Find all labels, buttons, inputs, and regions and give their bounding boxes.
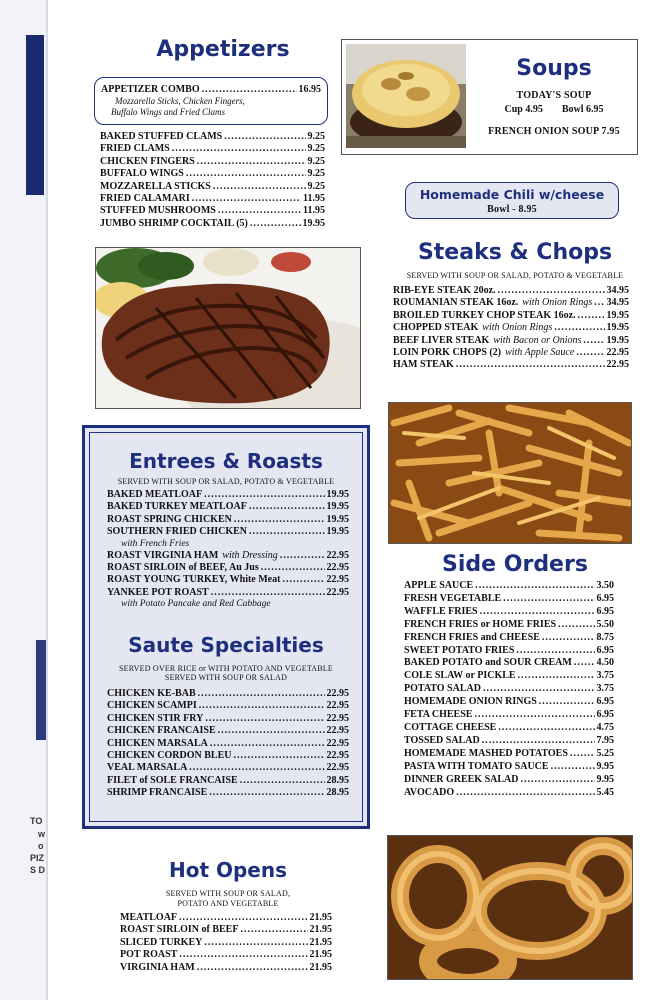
- menu-item: [107, 688, 349, 700]
- menu-item-name: CHICKEN CORDON BLEU: [107, 750, 232, 762]
- dot-leader: [261, 562, 325, 574]
- side-orders-list: [404, 580, 614, 799]
- menu-item-price: 22.95: [326, 725, 349, 737]
- dot-leader: [179, 949, 307, 961]
- hot-opens-title: Hot Opens: [168, 858, 288, 882]
- menu-item: [404, 670, 614, 683]
- dot-leader: [249, 501, 325, 513]
- menu-item-price: 22.95: [606, 347, 629, 359]
- dot-leader: [576, 347, 604, 359]
- menu-item-price: 19.95: [606, 322, 629, 334]
- hot-opens-subtitle: POTATO AND VEGETABLE: [177, 899, 279, 908]
- menu-item-name: HOMEMADE ONION RINGS: [404, 696, 537, 708]
- menu-item-note: with Dressing: [222, 549, 278, 561]
- menu-item-name: POTATO SALAD: [404, 683, 481, 695]
- menu-item-price: 22.95: [606, 359, 629, 371]
- chili-title: Homemade Chili w/cheese: [419, 187, 605, 202]
- dot-leader: [224, 131, 305, 143]
- menu-item-price: 22.95: [326, 562, 349, 574]
- menu-item-name: ROAST YOUNG TURKEY, White Meat: [107, 574, 281, 586]
- menu-item-price: 19.95: [326, 526, 349, 538]
- menu-item: [393, 285, 629, 297]
- menu-spine: [0, 0, 48, 1000]
- dot-leader: [209, 787, 324, 799]
- menu-item-name: ROAST VIRGINIA HAM: [107, 549, 219, 561]
- menu-item-description: with Potato Pancake and Red Cabbage: [121, 599, 271, 610]
- menu-item-price: 6.95: [596, 696, 614, 708]
- menu-item-price: 22.95: [326, 712, 349, 724]
- dot-leader: [498, 285, 605, 297]
- dot-leader: [539, 696, 595, 709]
- menu-item-name: VIRGINIA HAM: [120, 961, 195, 973]
- menu-item-price: 4.50: [596, 657, 614, 669]
- dot-leader: [240, 775, 325, 787]
- spine-text: w: [38, 829, 46, 839]
- menu-item-price: 22.95: [326, 762, 349, 774]
- menu-item-name: CHICKEN SCAMPI: [107, 700, 197, 712]
- dot-leader: [574, 657, 595, 670]
- steaks-subtitle: SERVED WITH SOUP OR SALAD, POTATO & VEGETABLE: [406, 271, 624, 280]
- menu-item-name: BROILED TURKEY CHOP STEAK 16oz.: [393, 309, 576, 321]
- menu-item-name: TOSSED SALAD: [404, 734, 480, 746]
- menu-item-price: 19.95: [326, 489, 349, 500]
- appetizers-title: Appetizers: [156, 37, 290, 62]
- spine-blue-band: [26, 35, 44, 195]
- menu-item-name: LOIN PORK CHOPS (2): [393, 347, 502, 359]
- menu-item: [404, 748, 614, 761]
- menu-page: [48, 0, 645, 1000]
- dot-leader: [179, 912, 307, 924]
- menu-item: [404, 645, 614, 658]
- menu-item-price: 19.95: [606, 334, 629, 346]
- menu-item-note: with Onion Rings: [482, 322, 553, 334]
- menu-item: [100, 168, 325, 180]
- menu-item-price: 9.25: [307, 168, 325, 180]
- chili-box: [405, 182, 619, 219]
- menu-item-name: CHICKEN FINGERS: [100, 155, 195, 167]
- menu-item-name: DINNER GREEK SALAD: [404, 773, 519, 785]
- menu-item-price: 22.95: [326, 688, 349, 699]
- dot-leader: [583, 335, 604, 347]
- menu-item-price: 3.50: [596, 580, 614, 591]
- menu-item: [404, 619, 614, 632]
- dot-leader: [516, 645, 594, 658]
- menu-item: [120, 962, 332, 974]
- menu-item-price: 9.95: [596, 760, 614, 772]
- menu-item: [404, 761, 614, 774]
- dot-leader: [456, 359, 605, 371]
- dot-leader: [542, 632, 595, 645]
- dot-leader: [483, 683, 595, 696]
- hot-opens-subtitle: SERVED WITH SOUP OR SALAD,: [165, 889, 291, 898]
- menu-item: [107, 514, 349, 526]
- dot-leader: [475, 580, 594, 593]
- menu-item-price: 5.25: [596, 747, 614, 759]
- menu-item: [404, 735, 614, 748]
- hot-opens-list: [120, 912, 332, 974]
- dot-leader: [204, 937, 307, 949]
- menu-item-price: 5.50: [596, 618, 614, 630]
- dot-leader: [474, 709, 594, 722]
- onion-rings-photo: [387, 835, 633, 980]
- dot-leader: [554, 322, 604, 334]
- dot-leader: [210, 738, 325, 750]
- dot-leader: [594, 297, 604, 309]
- dot-leader: [282, 574, 324, 586]
- menu-item: [107, 738, 349, 750]
- soup-bowl-price: Bowl 6.95: [561, 104, 604, 115]
- menu-item-name: FILET of SOLE FRANCAISE: [107, 774, 238, 786]
- menu-item: [107, 526, 349, 538]
- dot-leader: [520, 774, 594, 787]
- menu-item: [107, 750, 349, 762]
- menu-item-name: SWEET POTATO FRIES: [404, 644, 515, 656]
- menu-item: [100, 218, 325, 230]
- menu-item-price: 21.95: [309, 912, 332, 923]
- menu-item: [404, 580, 614, 593]
- menu-item-price: 6.95: [596, 605, 614, 617]
- dot-leader: [197, 156, 306, 168]
- menu-item-name: AVOCADO: [404, 786, 455, 798]
- menu-item-price: 19.95: [326, 501, 349, 513]
- menu-item-name: SHRIMP FRANCAISE: [107, 787, 208, 799]
- dot-leader: [551, 761, 595, 774]
- soup-photo: [346, 44, 466, 148]
- menu-item: [100, 205, 325, 217]
- dot-leader: [482, 735, 595, 748]
- spine-lower-band: [36, 640, 46, 740]
- menu-item-price: 28.95: [326, 774, 349, 786]
- menu-item-name: FRENCH FRIES or HOME FRIES: [404, 618, 557, 630]
- menu-item-price: 21.95: [309, 949, 332, 961]
- menu-item-price: 19.95: [326, 513, 349, 525]
- dot-leader: [205, 713, 324, 725]
- menu-item: [404, 774, 614, 787]
- menu-item-name: BUFFALO WINGS: [100, 168, 184, 180]
- menu-item-price: 9.25: [307, 155, 325, 167]
- dot-leader: [570, 748, 595, 761]
- menu-item-price: 6.95: [596, 592, 614, 604]
- dot-leader: [480, 606, 595, 619]
- menu-item-price: 9.95: [596, 773, 614, 785]
- menu-item: [107, 574, 349, 586]
- dot-leader: [211, 587, 325, 599]
- spine-text: S D: [30, 865, 46, 875]
- menu-item: [404, 632, 614, 645]
- menu-item: [100, 193, 325, 205]
- menu-item: [404, 722, 614, 735]
- menu-item: [107, 787, 349, 799]
- menu-item-name: FETA CHEESE: [404, 709, 473, 721]
- soup-cup-price: Cup 4.95: [504, 104, 543, 115]
- saute-subtitle: SERVED OVER RICE or WITH POTATO AND VEGETABLE: [119, 664, 333, 673]
- dot-leader: [189, 762, 324, 774]
- french-onion-soup: FRENCH ONION SOUP 7.95: [488, 126, 620, 137]
- menu-item-name: APPLE SAUCE: [404, 580, 474, 591]
- dot-leader: [456, 787, 594, 800]
- menu-item: [404, 709, 614, 722]
- menu-item-price: 22.95: [326, 737, 349, 749]
- menu-item: [404, 683, 614, 696]
- menu-item: [107, 762, 349, 774]
- appetizer-list: [100, 131, 325, 230]
- menu-item-name: CHOPPED STEAK: [393, 322, 479, 334]
- menu-item-price: 21.95: [309, 924, 332, 936]
- menu-item-price: 7.95: [596, 734, 614, 746]
- menu-item: [393, 359, 629, 371]
- menu-item: [393, 335, 629, 347]
- menu-item: [393, 310, 629, 322]
- menu-item: [404, 696, 614, 709]
- entrees-list: [107, 489, 349, 610]
- dot-leader: [213, 181, 306, 193]
- combo-description: Mozzarella Sticks, Chicken Fingers,: [115, 96, 245, 107]
- menu-item: [404, 657, 614, 670]
- entrees-panel: [82, 425, 370, 829]
- spine-text: o: [38, 841, 44, 851]
- dot-leader: [280, 550, 325, 562]
- menu-item-price: 19.95: [606, 309, 629, 321]
- menu-item: [107, 700, 349, 712]
- steak-photo: [95, 247, 361, 409]
- menu-item-name: COTTAGE CHEESE: [404, 721, 497, 733]
- menu-item-price: 21.95: [309, 936, 332, 948]
- menu-item-name: JUMBO SHRIMP COCKTAIL (5): [100, 217, 248, 229]
- spine-text: PIZ: [30, 853, 45, 863]
- menu-item-name: YANKEE POT ROAST: [107, 586, 209, 598]
- menu-item-name: SOUTHERN FRIED CHICKEN: [107, 526, 248, 538]
- menu-item: [107, 713, 349, 725]
- menu-item: [120, 949, 332, 961]
- steaks-list: [393, 285, 629, 372]
- menu-item: [404, 787, 614, 800]
- menu-item-price: 8.75: [596, 631, 614, 643]
- menu-item-price: 22.95: [326, 549, 349, 561]
- menu-item: [107, 775, 349, 787]
- menu-item-name: FRIED CLAMS: [100, 143, 170, 155]
- dot-leader: [199, 700, 325, 712]
- menu-item-name: FRIED CALAMARI: [100, 193, 190, 205]
- menu-item-price: 9.25: [307, 131, 325, 142]
- soups-box: [341, 39, 638, 155]
- menu-item-price: 34.95: [606, 285, 629, 296]
- menu-item: [120, 912, 332, 924]
- menu-item-name: SLICED TURKEY: [120, 936, 203, 948]
- menu-item: [107, 562, 349, 574]
- dot-leader: [192, 193, 301, 205]
- menu-item-price: 5.45: [596, 786, 614, 798]
- menu-item-name: HOMEMADE MASHED POTATOES: [404, 747, 568, 759]
- menu-item-name: WAFFLE FRIES: [404, 605, 478, 617]
- menu-item-name: CHICKEN STIR FRY: [107, 712, 204, 724]
- menu-item-name: ROAST SPRING CHICKEN: [107, 513, 232, 525]
- dot-leader: [218, 205, 301, 217]
- menu-item-name: MEATLOAF: [120, 912, 178, 923]
- menu-item-price: 22.95: [326, 586, 349, 598]
- dot-leader: [172, 143, 306, 155]
- dot-leader: [250, 218, 301, 230]
- saute-list: [107, 688, 349, 800]
- menu-item: [100, 156, 325, 168]
- dot-leader: [204, 489, 324, 501]
- menu-item-price: 21.95: [309, 961, 332, 973]
- dot-leader: [578, 310, 605, 322]
- menu-item: [100, 143, 325, 155]
- dot-leader: [233, 750, 324, 762]
- menu-item-name: BAKED TURKEY MEATLOAF: [107, 501, 247, 513]
- menu-item-price: 4.75: [596, 721, 614, 733]
- menu-item-name: HAM STEAK: [393, 359, 454, 371]
- entrees-title: Entrees & Roasts: [129, 449, 323, 473]
- menu-item: [107, 550, 349, 562]
- menu-item-name: FRESH VEGETABLE: [404, 592, 502, 604]
- menu-item-price: 3.75: [596, 670, 614, 682]
- fries-photo: [388, 402, 632, 544]
- menu-item: [404, 593, 614, 606]
- menu-item: [100, 131, 325, 143]
- menu-item-price: 3.75: [596, 683, 614, 695]
- menu-item-name: VEAL MARSALA: [107, 762, 188, 774]
- dot-leader: [186, 168, 306, 180]
- menu-item-price: 22.95: [326, 574, 349, 586]
- menu-item: [107, 587, 349, 599]
- menu-item: [107, 725, 349, 737]
- spine-text: TO: [30, 816, 43, 826]
- list-item: APPETIZER COMBO ..... 16.95: [101, 84, 321, 96]
- menu-item: [393, 347, 629, 359]
- menu-item-note: with Onion Rings: [522, 297, 593, 309]
- menu-item-description: with French Fries: [121, 538, 190, 549]
- menu-item-name: RIB-EYE STEAK 20oz.: [393, 285, 496, 296]
- menu-item-price: 9.25: [307, 143, 325, 155]
- steaks-title: Steaks & Chops: [417, 240, 613, 265]
- dot-leader: [240, 924, 307, 936]
- menu-item: [107, 501, 349, 513]
- dot-leader: [197, 962, 308, 974]
- menu-item-name: STUFFED MUSHROOMS: [100, 205, 216, 217]
- menu-item: [107, 489, 349, 501]
- dot-leader: [518, 670, 595, 683]
- menu-item-name: ROAST SIRLOIN of BEEF: [120, 924, 239, 936]
- menu-item-name: BAKED POTATO and SOUR CREAM: [404, 657, 572, 669]
- menu-item-name: MOZZARELLA STICKS: [100, 180, 211, 192]
- menu-item-name: ROAST SIRLOIN of BEEF, Au Jus: [107, 562, 259, 574]
- chili-price: Bowl - 8.95: [487, 204, 537, 215]
- side-orders-title: Side Orders: [442, 552, 588, 577]
- menu-item: [404, 606, 614, 619]
- menu-item-name: PASTA WITH TOMATO SAUCE: [404, 760, 549, 772]
- menu-item-price: 11.95: [303, 205, 325, 217]
- dot-leader: [234, 514, 325, 526]
- soups-title: Soups: [516, 56, 592, 81]
- appetizer-combo-box: [94, 77, 328, 125]
- menu-item-price: 11.95: [303, 193, 325, 205]
- dot-leader: [249, 526, 324, 538]
- combo-description: Buffalo Wings and Fried Clams: [111, 107, 226, 118]
- saute-subtitle: SERVED WITH SOUP OR SALAD: [164, 673, 288, 682]
- menu-item-price: 22.95: [326, 700, 349, 712]
- menu-item-name: ROUMANIAN STEAK 16oz.: [393, 297, 519, 309]
- dot-leader: [498, 722, 594, 735]
- menu-item: [393, 297, 629, 309]
- menu-item-price: 34.95: [606, 297, 629, 309]
- dot-leader: [198, 688, 325, 700]
- menu-item-name: FRENCH FRIES and CHEESE: [404, 631, 540, 643]
- menu-item-price: 22.95: [326, 750, 349, 762]
- todays-soup-label: TODAY'S SOUP: [516, 90, 592, 101]
- menu-item: [120, 924, 332, 936]
- menu-item-name: BAKED STUFFED CLAMS: [100, 131, 223, 142]
- saute-title: Saute Specialties: [128, 633, 324, 657]
- entrees-subtitle: SERVED WITH SOUP OR SALAD, POTATO & VEGETABLE: [117, 477, 335, 486]
- dot-leader: [503, 593, 594, 606]
- menu-item-name: CHICKEN FRANCAISE: [107, 725, 216, 737]
- menu-item-price: 6.95: [596, 709, 614, 721]
- menu-item-price: 9.25: [307, 180, 325, 192]
- menu-item: [393, 322, 629, 334]
- menu-item-name: POT ROAST: [120, 949, 178, 961]
- dot-leader: [558, 619, 594, 632]
- menu-item-name: CHICKEN KE-BAB: [107, 688, 196, 699]
- menu-item-name: BAKED MEATLOAF: [107, 489, 203, 500]
- menu-item-name: BEEF LIVER STEAK: [393, 334, 490, 346]
- menu-item: [100, 181, 325, 193]
- menu-item-price: 28.95: [326, 787, 349, 799]
- menu-item-price: 19.95: [302, 217, 325, 229]
- menu-item-note: with Apple Sauce: [505, 347, 575, 359]
- menu-item: [120, 937, 332, 949]
- menu-item-name: COLE SLAW or PICKLE: [404, 670, 516, 682]
- menu-item-name: CHICKEN MARSALA: [107, 737, 208, 749]
- menu-item-price: 6.95: [596, 644, 614, 656]
- dot-leader: [218, 725, 325, 737]
- menu-item-note: with Bacon or Onions: [493, 334, 582, 346]
